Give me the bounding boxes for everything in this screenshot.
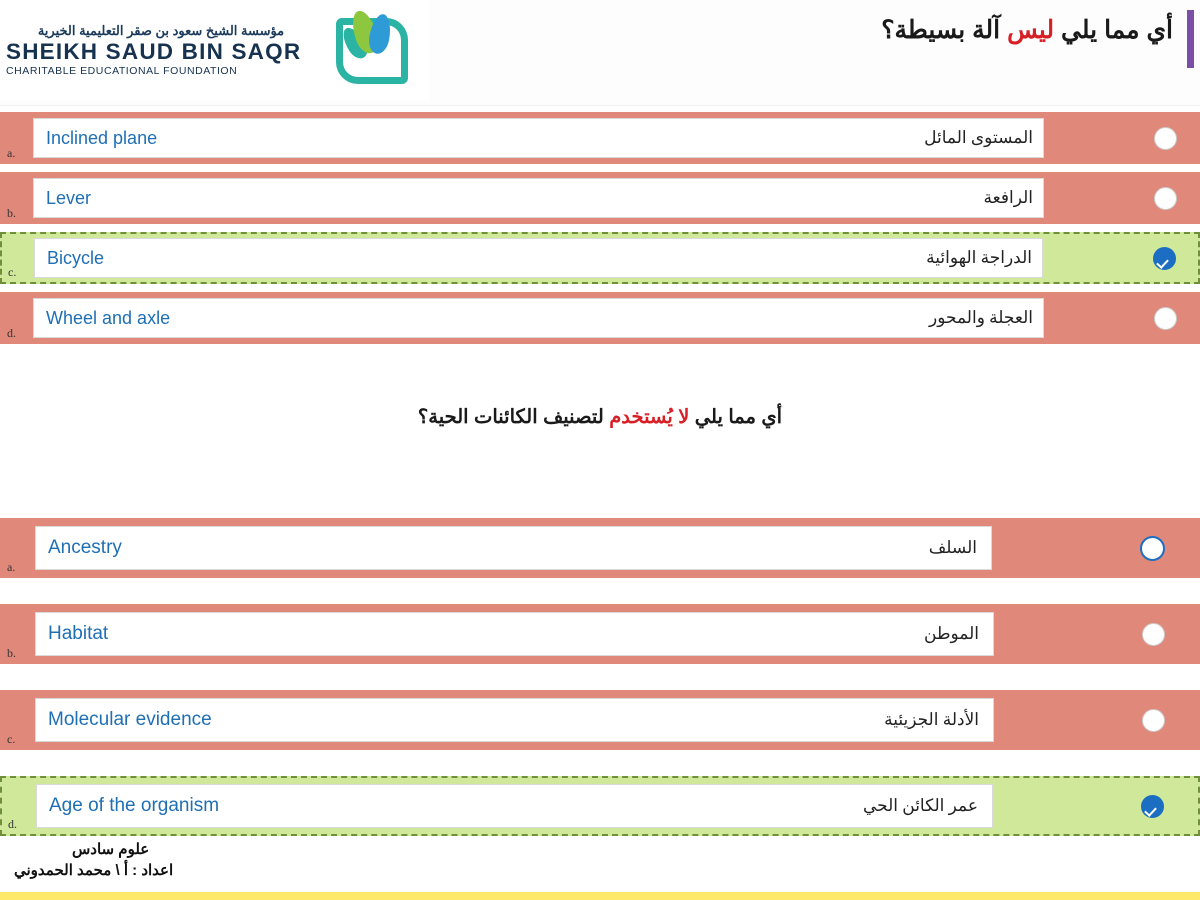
question-1-text — [881, 8, 1187, 48]
option-card[interactable] — [35, 698, 994, 742]
option-card[interactable] — [35, 612, 994, 656]
foundation-logo — [0, 0, 430, 100]
option-radio-unselected[interactable] — [1142, 709, 1165, 732]
option-letter: c. — [8, 265, 17, 279]
option-card[interactable] — [33, 298, 1044, 338]
question-2-highlight: لا يُستخدم — [609, 406, 690, 428]
option-radio-unselected[interactable] — [1154, 127, 1177, 150]
footer-author: اعداد : أ \ محمد الحمدوني — [14, 862, 174, 879]
option-arabic-text: الأدلة الجزيئية — [884, 710, 979, 729]
question-2-text-before: أي مما يلي — [689, 406, 783, 428]
option-row-1b[interactable] — [0, 172, 1200, 224]
option-letter: b. — [7, 646, 16, 660]
option-letter: a. — [7, 560, 16, 574]
question-2-text-after: لتصنيف الكائنات الحية؟ — [417, 406, 610, 428]
question-1-heading — [640, 8, 1200, 68]
option-english-text: Lever — [46, 187, 92, 208]
option-card[interactable] — [33, 178, 1044, 218]
question-1-highlight: ليس — [1007, 16, 1055, 44]
option-card[interactable] — [36, 784, 993, 828]
logo-text-block — [0, 23, 316, 77]
book-leaf-icon — [320, 4, 424, 96]
option-row-2a[interactable] — [0, 518, 1200, 578]
option-arabic-text: الدراجة الهوائية — [926, 248, 1032, 267]
option-letter: c. — [7, 732, 16, 746]
option-letter: a. — [7, 146, 16, 160]
option-letter: d. — [8, 817, 17, 831]
page-footer — [0, 838, 1200, 900]
footer-color-strip — [0, 892, 1200, 900]
option-arabic-text: الموطن — [924, 624, 979, 643]
question-1-text-after: آلة بسيطة؟ — [881, 16, 1008, 44]
option-row-2c[interactable] — [0, 690, 1200, 750]
logo-english-name: SHEIKH SAUD BIN SAQR — [6, 39, 302, 65]
accent-bar — [1187, 10, 1194, 68]
option-english-text: Ancestry — [48, 537, 122, 558]
option-radio-unselected[interactable] — [1154, 187, 1177, 210]
logo-english-subtitle: CHARITABLE EDUCATIONAL FOUNDATION — [6, 64, 238, 77]
question-1-text-before: أي مما يلي — [1054, 16, 1173, 44]
option-radio-unselected[interactable] — [1140, 536, 1165, 561]
option-row-1d[interactable] — [0, 292, 1200, 344]
option-arabic-text: عمر الكائن الحي — [862, 796, 978, 815]
option-english-text: Bicycle — [47, 247, 105, 268]
option-english-text: Age of the organism — [49, 795, 220, 816]
option-arabic-text: المستوى المائل — [924, 128, 1033, 147]
option-arabic-text: الرافعة — [983, 188, 1033, 207]
logo-arabic-name: مؤسسة الشيخ سعود بن صقر التعليمية الخيرية — [37, 23, 285, 39]
option-radio-selected-check-icon[interactable] — [1153, 247, 1176, 270]
question-2-heading — [0, 405, 1200, 429]
option-arabic-text: السلف — [928, 538, 977, 557]
option-card[interactable] — [33, 118, 1044, 158]
footer-subject: علوم سادس — [72, 841, 150, 858]
option-card[interactable] — [34, 238, 1043, 278]
option-letter: b. — [7, 206, 16, 220]
option-radio-unselected[interactable] — [1142, 623, 1165, 646]
option-row-1c[interactable] — [0, 232, 1200, 284]
option-english-text: Habitat — [48, 623, 109, 644]
option-radio-selected-check-icon[interactable] — [1141, 795, 1164, 818]
option-row-2b[interactable] — [0, 604, 1200, 664]
option-radio-unselected[interactable] — [1154, 307, 1177, 330]
option-english-text: Molecular evidence — [48, 709, 212, 730]
option-row-2d[interactable] — [0, 776, 1200, 836]
option-english-text: Inclined plane — [46, 127, 158, 148]
option-row-1a[interactable] — [0, 112, 1200, 164]
option-arabic-text: العجلة والمحور — [929, 308, 1033, 327]
question-1-options — [0, 112, 1200, 352]
question-2-options — [0, 518, 1200, 862]
option-letter: d. — [7, 326, 16, 340]
page-header — [0, 0, 1200, 106]
option-english-text: Wheel and axle — [46, 307, 171, 328]
option-card[interactable] — [35, 526, 992, 570]
